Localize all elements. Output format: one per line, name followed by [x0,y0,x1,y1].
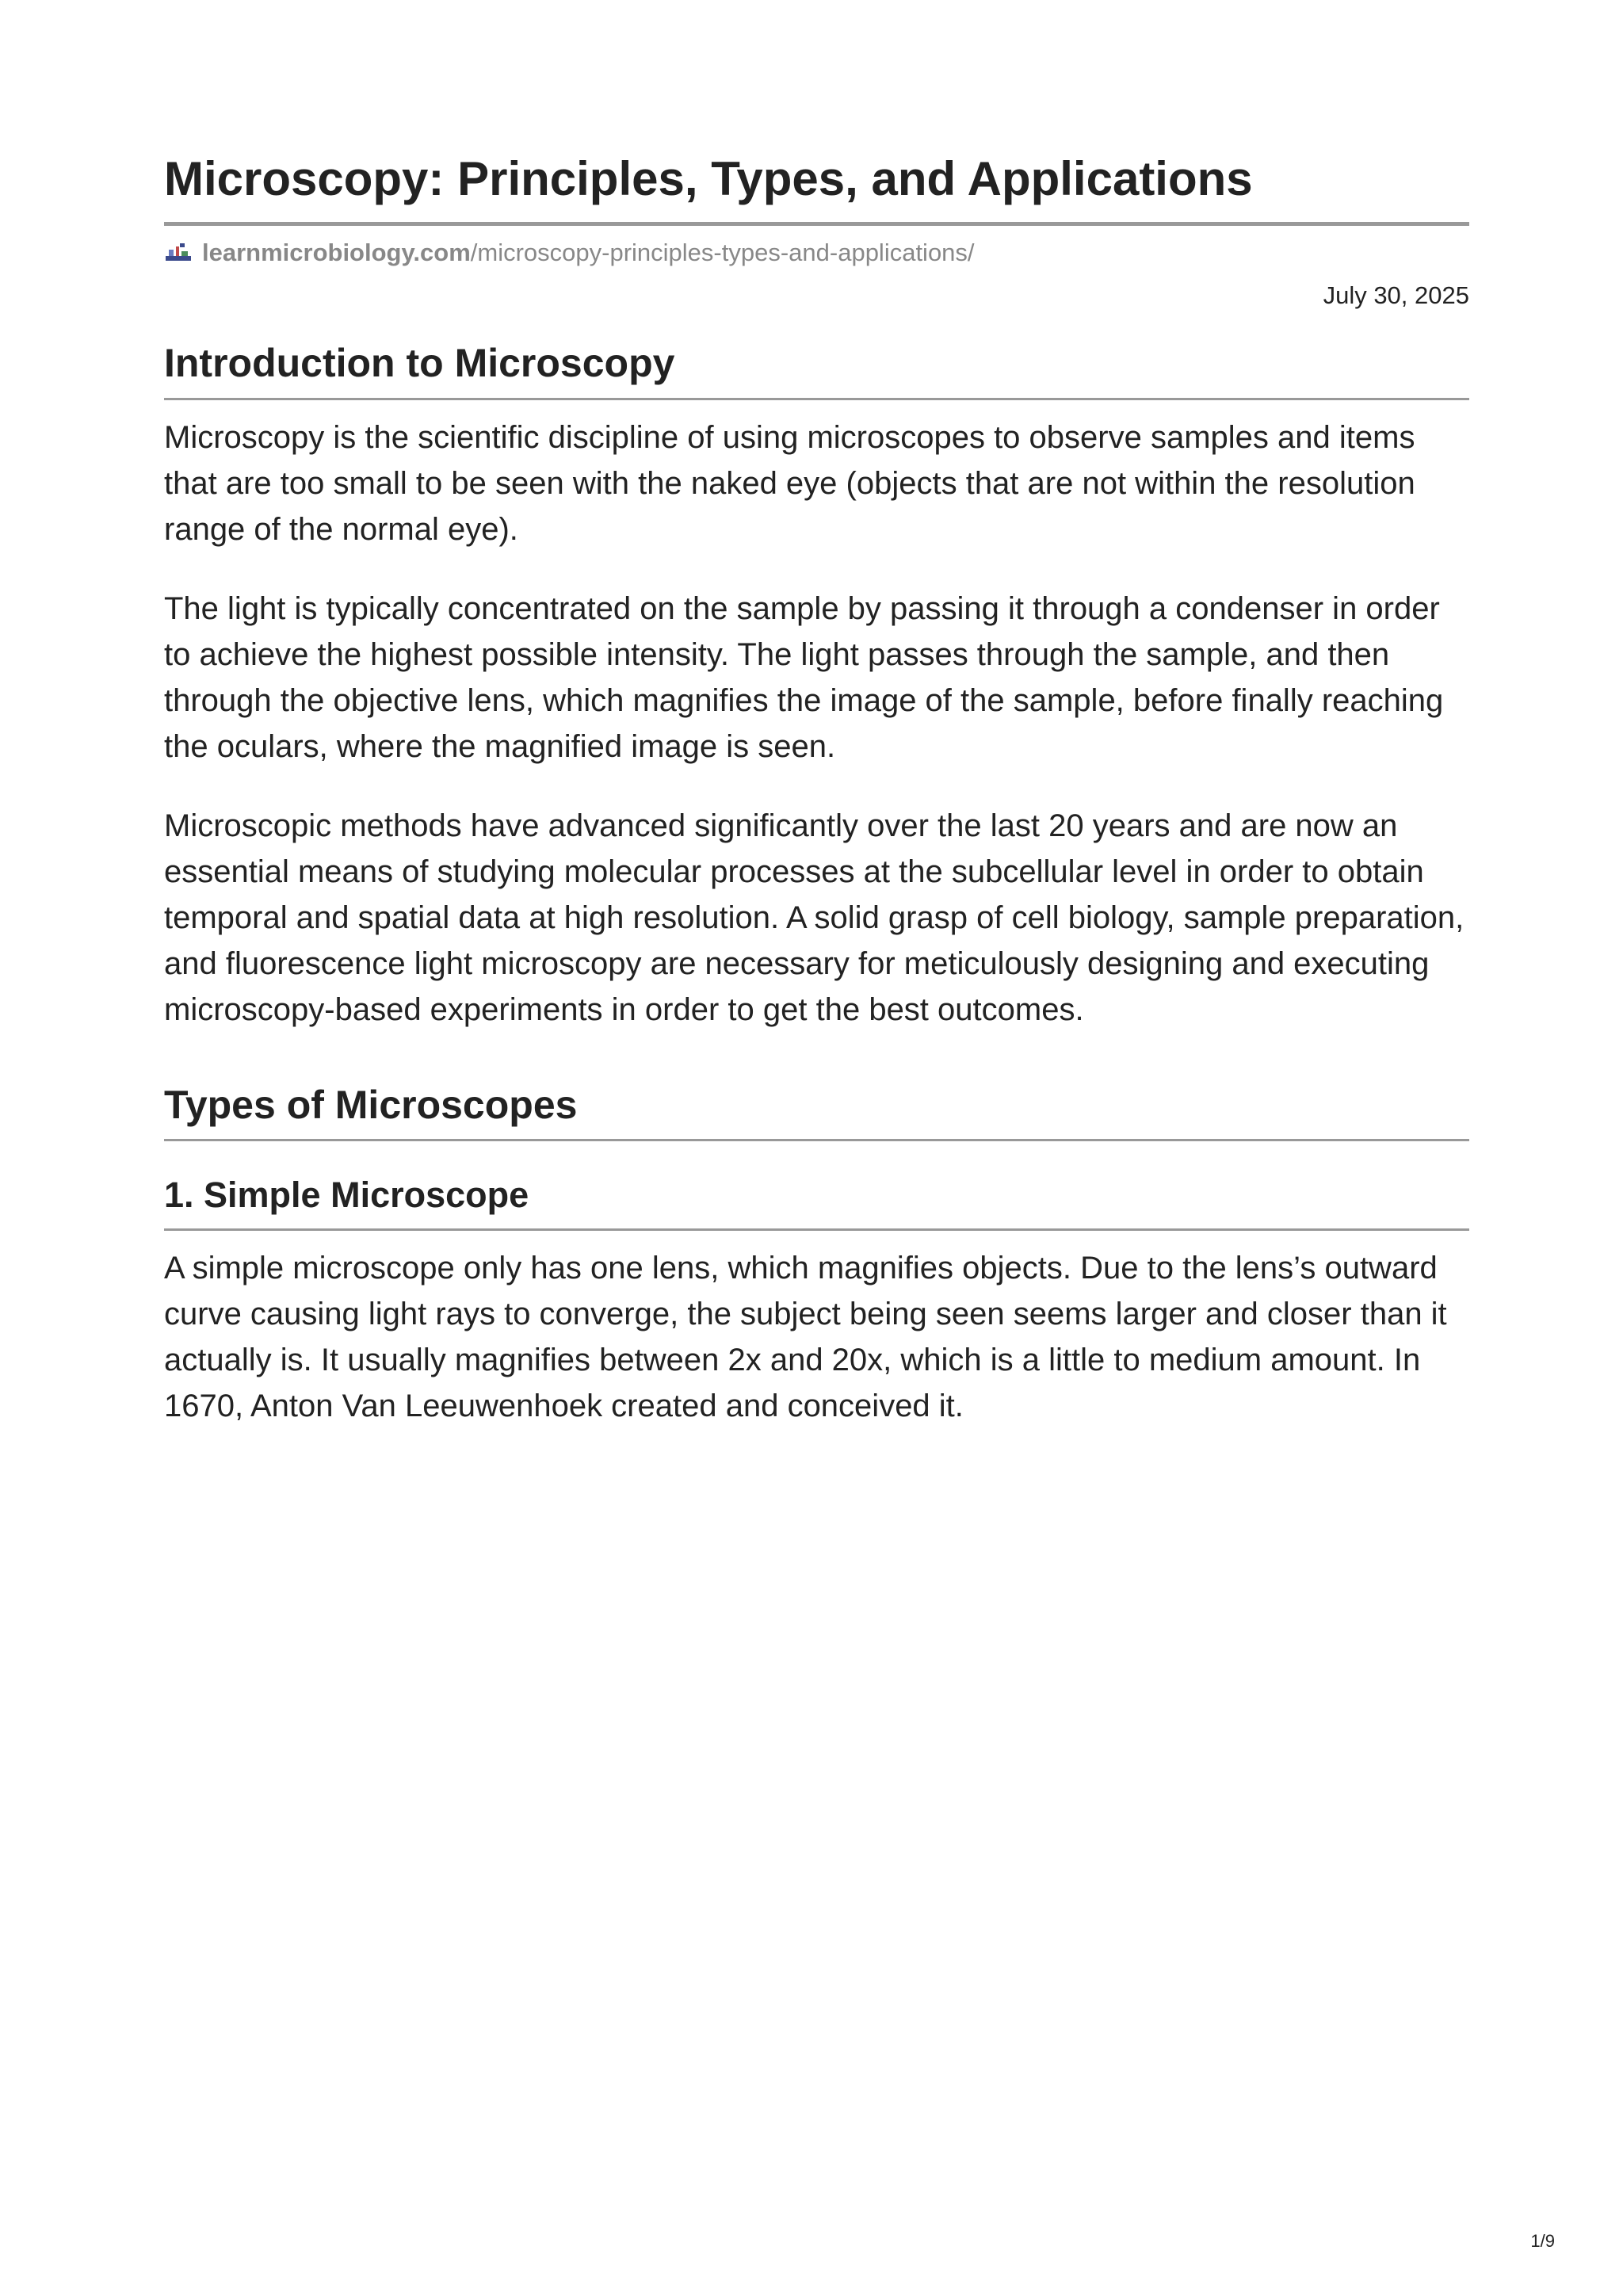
document-page [164,151,1469,1429]
intro-paragraph-2: The light is typically concentrated on the sample by passing it through a condenser in order to achieve the highest possible intensity. The light passes through the sample, and then through the objective lens, which magnifies the image of the sample, before finally reaching the oculars, where the magnified image is seen. [164,590,1444,764]
intro-heading: Introduction to Microscopy [164,338,1469,400]
source-link[interactable] [164,239,1469,267]
page-number: 1/9 [1530,2231,1555,2251]
simple-microscope-paragraph: A simple microscope only has one lens, which magnifies objects. Due to the lens’s outward curve causing light rays to converge, the subject being seen seems larger and closer than it actually is. It usually magnifies between 2x and 20x, which is a little to medium amount. In 1670, Anton Van Leeuwenhoek created and conceived it. [164,1251,1447,1424]
site-logo-icon [164,242,193,264]
publish-date: July 30, 2025 [1323,281,1469,309]
types-heading: Types of Microscopes [164,1080,1469,1142]
source-path[interactable]: /microscopy-principles-types-and-applications/ [470,239,975,266]
source-domain[interactable]: learnmicrobiology.com [202,239,471,266]
page-title: Microscopy: Principles, Types, and Applications [164,151,1469,226]
intro-paragraph-1: Microscopy is the scientific discipline of using microscopes to observe samples and items that are too small to be seen with the naked eye (objects that are not within the resolution range of the normal eye). [164,419,1415,547]
intro-paragraph-3: Microscopic methods have advanced significantly over the last 20 years and are now an essential means of studying molecular processes at the subcellular level in order to obtain temporal and spatial data at high resolution. A solid grasp of cell biology, sample preparation, and fluorescence light microscopy are necessary for meticulously designing and executing microscopy-based experiments in order to get the best outcomes. [164,808,1465,1027]
simple-microscope-heading: 1. Simple Microscope [164,1173,1469,1231]
